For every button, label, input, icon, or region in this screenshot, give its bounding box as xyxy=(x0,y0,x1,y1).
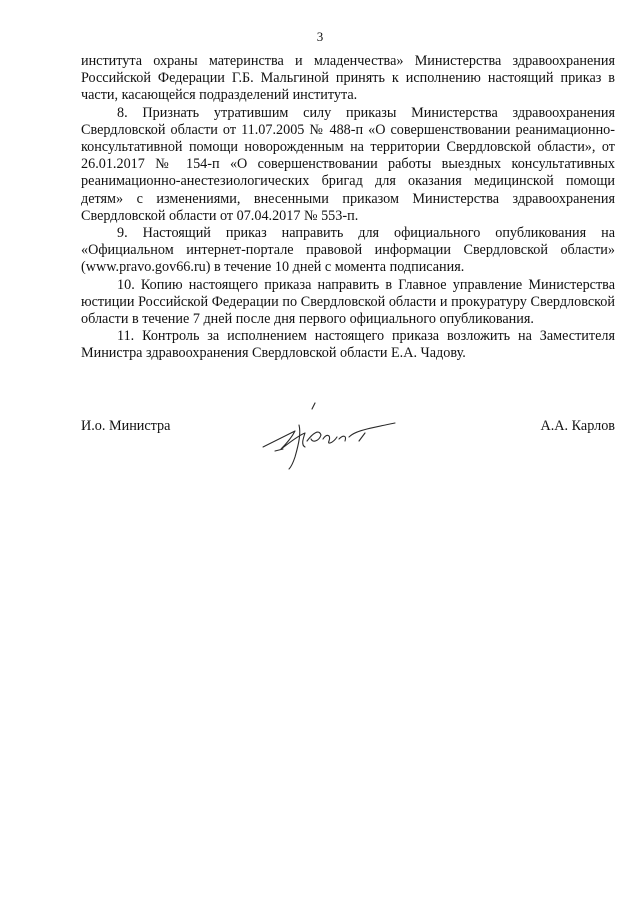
paragraph-item-11: 11. Контроль за исполнением настоящего приказа возложить на Заместителя Министра здравоохранения Свердловской области Е.А. Чадову. xyxy=(81,328,615,362)
paragraph-item-8: 8. Признать утратившим силу приказы Министерства здравоохранения Свердловской области от 11.07.2005 № 488-п «О совершенствовании реанимационно-консультативной помощи новорожденным на территории Свердловской области», от 26.01.2017 № 154-п «О совершенствовании работы выездных консультативных реанимационно-анестезиологических бригад для оказания медицинской помощи детям» с изменениями, внесенными приказом Министерства здравоохранения Свердловской области от 07.04.2017 № 553-п. xyxy=(81,104,615,224)
signatory-name: А.А. Карлов xyxy=(540,418,615,434)
paragraph-item-10: 10. Копию настоящего приказа направить в Главное управление Министерства юстиции Российской Федерации по Свердловской области и прокуратуру Свердловской области в течение 7 дней после дня первого официального опубликования. xyxy=(81,276,615,328)
page-number: 3 xyxy=(316,29,324,44)
paragraph-item-9: 9. Настоящий приказ направить для официального опубликования на «Официальном интернет-портале правовой информации Свердловской области» (www.pravo.gov66.ru) в течение 10 дней с момента подписания. xyxy=(81,225,615,276)
document-body xyxy=(81,53,615,363)
handwritten-signature xyxy=(255,395,415,475)
paragraph-continuation: института охраны материнства и младенчества» Министерства здравоохранения Российской Федерации Г.Б. Мальгиной принять к исполнению настоящий приказ в части, касающейся подразделений института. xyxy=(81,53,615,104)
signatory-title: И.о. Министра xyxy=(81,418,171,434)
